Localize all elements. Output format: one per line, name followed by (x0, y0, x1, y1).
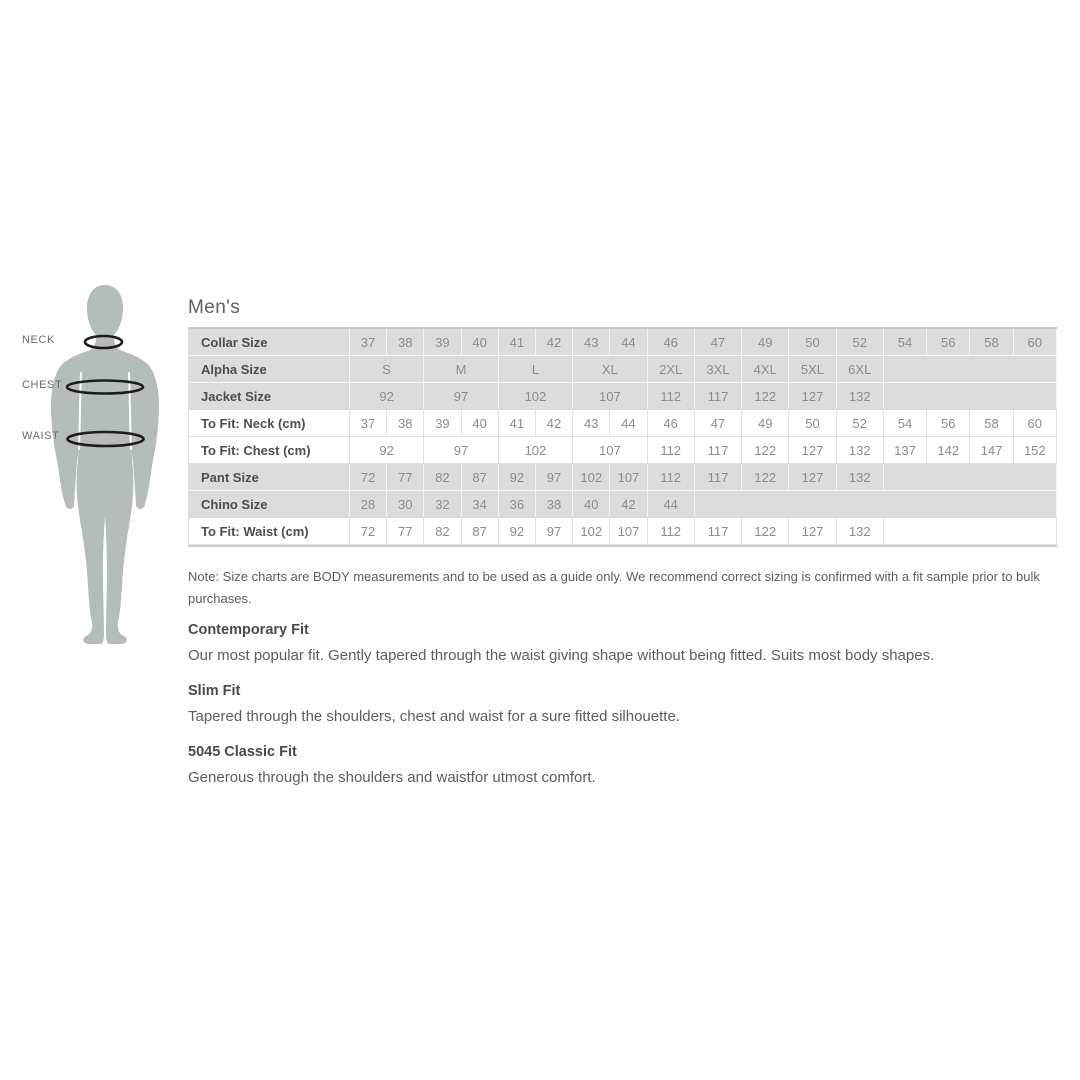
size-cell: 117 (695, 383, 742, 410)
size-cell: 152 (1014, 437, 1057, 464)
size-cell: 107 (573, 383, 647, 410)
size-cell (695, 491, 1057, 518)
note-text: Note: Size charts are BODY measurements and to be used as a guide only. We recommend correct sizing is confirmed with a fit sample prior to bulk purchases. (188, 569, 1040, 606)
row-label: Collar Size (189, 329, 350, 356)
fit-heading: 5045 Classic Fit (188, 744, 297, 760)
size-cell: 4XL (742, 356, 789, 383)
size-cell: 127 (789, 383, 836, 410)
row-label: Alpha Size (189, 356, 350, 383)
size-cell: 97 (424, 383, 498, 410)
size-cell: 127 (789, 518, 836, 545)
size-cell: 107 (610, 518, 647, 545)
silhouette-body (51, 285, 159, 644)
size-cell: 38 (387, 410, 424, 437)
size-cell: 54 (884, 329, 927, 356)
neck-label: NECK (22, 334, 55, 346)
size-cell: 42 (536, 329, 573, 356)
size-cell: 112 (648, 464, 695, 491)
size-cell: 132 (837, 518, 884, 545)
size-chart-table (188, 327, 1057, 547)
fit-heading: Slim Fit (188, 683, 241, 699)
size-cell: 38 (536, 491, 573, 518)
size-cell: 40 (462, 410, 499, 437)
fit-heading: Contemporary Fit (188, 622, 309, 638)
size-cell: 107 (610, 464, 647, 491)
size-cell: 37 (350, 410, 387, 437)
size-cell: 52 (837, 410, 884, 437)
size-cell: 58 (970, 410, 1013, 437)
row-label: To Fit: Waist (cm) (189, 518, 350, 545)
size-cell: 97 (536, 464, 573, 491)
size-cell: 5XL (789, 356, 836, 383)
size-cell: 39 (424, 410, 461, 437)
size-cell: 6XL (837, 356, 884, 383)
size-cell: 60 (1014, 410, 1057, 437)
size-cell (884, 383, 1057, 410)
table-row (189, 329, 1057, 356)
size-cell: 82 (424, 518, 461, 545)
size-cell: 30 (387, 491, 424, 518)
size-cell: 122 (742, 518, 789, 545)
size-cell (884, 518, 1057, 545)
size-cell: 132 (837, 464, 884, 491)
size-cell: 28 (350, 491, 387, 518)
size-cell: 54 (884, 410, 927, 437)
size-cell: 147 (970, 437, 1013, 464)
size-cell: 50 (789, 410, 836, 437)
size-cell: 43 (573, 329, 610, 356)
table-row (189, 464, 1057, 491)
size-cell: 122 (742, 383, 789, 410)
size-cell: 44 (648, 491, 695, 518)
table-row (189, 437, 1057, 464)
row-label: Jacket Size (189, 383, 350, 410)
size-cell: 47 (695, 410, 742, 437)
size-cell: 117 (695, 518, 742, 545)
size-cell: 82 (424, 464, 461, 491)
size-cell: 50 (789, 329, 836, 356)
row-label: To Fit: Neck (cm) (189, 410, 350, 437)
size-cell: 127 (789, 464, 836, 491)
size-cell: 49 (742, 329, 789, 356)
size-cell: 47 (695, 329, 742, 356)
size-cell: 112 (648, 437, 695, 464)
table-row (189, 356, 1057, 383)
size-cell: 42 (610, 491, 647, 518)
size-cell: 40 (462, 329, 499, 356)
size-cell: 92 (499, 464, 536, 491)
size-cell: 60 (1014, 329, 1057, 356)
fit-description: Generous through the shoulders and waistfor utmost comfort. (188, 769, 596, 786)
size-cell (884, 356, 1057, 383)
size-cell: 3XL (695, 356, 742, 383)
size-cell: 137 (884, 437, 927, 464)
fit-description: Tapered through the shoulders, chest and waist for a sure fitted silhouette. (188, 708, 680, 725)
size-cell: 132 (837, 437, 884, 464)
size-cell: 97 (424, 437, 498, 464)
size-cell: 112 (648, 518, 695, 545)
size-cell: 41 (499, 329, 536, 356)
fit-descriptions (188, 621, 1057, 787)
size-cell: 107 (573, 437, 647, 464)
row-label: Chino Size (189, 491, 350, 518)
chest-label: CHEST (22, 379, 63, 391)
size-cell: 117 (695, 437, 742, 464)
size-cell: 44 (610, 329, 647, 356)
size-cell: 49 (742, 410, 789, 437)
size-cell: 72 (350, 518, 387, 545)
size-cell: 44 (610, 410, 647, 437)
size-cell: 36 (499, 491, 536, 518)
size-cell: 43 (573, 410, 610, 437)
size-guide-content (188, 298, 1057, 787)
size-cell: 77 (387, 518, 424, 545)
table-row (189, 491, 1057, 518)
table-row (189, 410, 1057, 437)
size-cell: 127 (789, 437, 836, 464)
size-cell: 87 (462, 518, 499, 545)
size-cell: 40 (573, 491, 610, 518)
size-cell: 37 (350, 329, 387, 356)
size-cell: 46 (648, 410, 695, 437)
size-cell: 102 (573, 518, 610, 545)
size-cell: 77 (387, 464, 424, 491)
size-cell: 41 (499, 410, 536, 437)
size-cell: 87 (462, 464, 499, 491)
size-cell: 58 (970, 329, 1013, 356)
size-cell: 102 (499, 437, 573, 464)
size-cell: 56 (927, 410, 970, 437)
row-label: Pant Size (189, 464, 350, 491)
size-cell: 102 (499, 383, 573, 410)
size-cell: 92 (499, 518, 536, 545)
size-cell: 117 (695, 464, 742, 491)
body-measurement-figure (20, 278, 190, 653)
size-cell: 52 (837, 329, 884, 356)
size-cell: 132 (837, 383, 884, 410)
size-cell: 112 (648, 383, 695, 410)
size-cell: 42 (536, 410, 573, 437)
size-cell: 39 (424, 329, 461, 356)
size-cell: 92 (350, 437, 424, 464)
size-cell: 142 (927, 437, 970, 464)
size-cell: L (499, 356, 573, 383)
size-cell (884, 464, 1057, 491)
page-title: Men's (188, 297, 241, 318)
size-cell: 72 (350, 464, 387, 491)
size-cell: 92 (350, 383, 424, 410)
size-cell: 38 (387, 329, 424, 356)
size-cell: 102 (573, 464, 610, 491)
size-cell: 97 (536, 518, 573, 545)
size-cell: XL (573, 356, 647, 383)
size-cell: 56 (927, 329, 970, 356)
size-cell: 122 (742, 464, 789, 491)
size-cell: 2XL (648, 356, 695, 383)
size-cell: 46 (648, 329, 695, 356)
size-cell: S (350, 356, 424, 383)
size-cell: 32 (424, 491, 461, 518)
row-label: To Fit: Chest (cm) (189, 437, 350, 464)
table-row (189, 383, 1057, 410)
waist-label: WAIST (22, 430, 60, 442)
fit-description: Our most popular fit. Gently tapered through the waist giving shape without being fitted. Suits most body shapes. (188, 647, 935, 664)
table-row (189, 518, 1057, 545)
size-cell: M (424, 356, 498, 383)
size-cell: 122 (742, 437, 789, 464)
size-cell: 34 (462, 491, 499, 518)
